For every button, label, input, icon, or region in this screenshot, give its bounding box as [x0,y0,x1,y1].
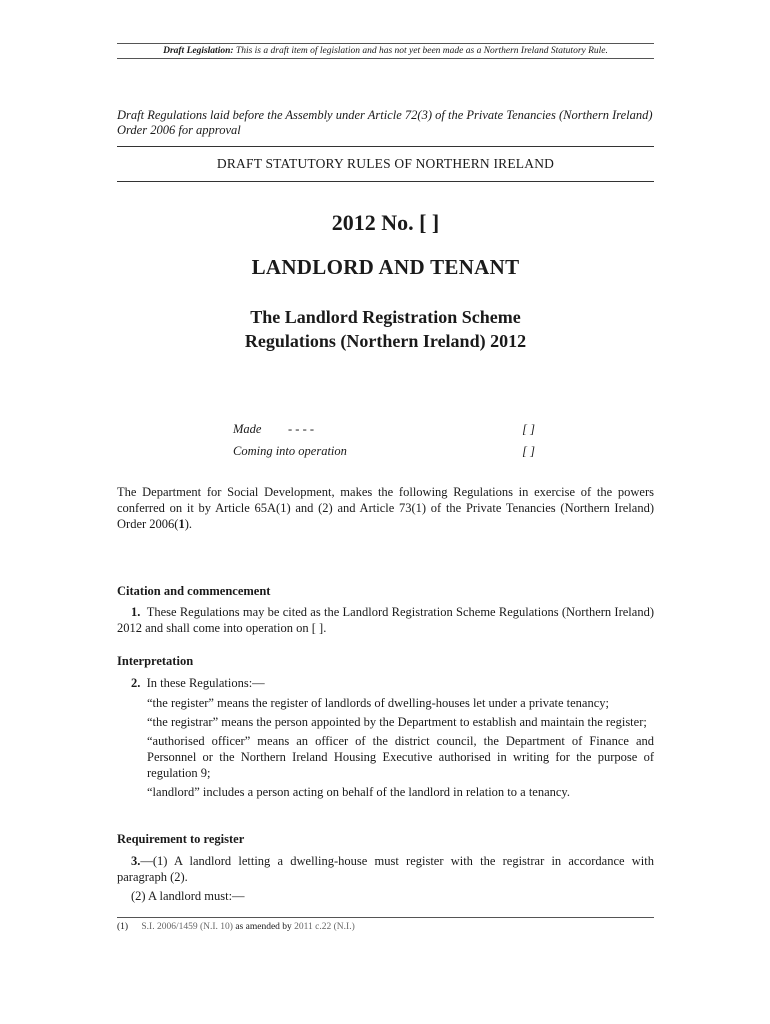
definition-item: “authorised officer” means an officer of the district council, the Department of Finance and Personnel or the Northern Ireland Housing Executive authorised in writing for the purpose of regulation 9; [147,734,654,780]
citation-heading: Citation and commencement [117,584,271,598]
regulation-3-p2: (2) A landlord must:— [131,889,245,903]
title-line-2: Regulations (Northern Ireland) 2012 [244,331,527,351]
coming-value: [ ] [522,444,535,458]
draft-legislation-banner [117,43,654,59]
regulation-title [117,305,654,353]
made-dashes: - - - - [288,422,315,436]
regulation-3-number: 3. [131,854,141,868]
requirement-heading: Requirement to register [117,832,245,846]
title-line-1: The Landlord Registration Scheme [250,307,521,327]
draft-label: Draft Legislation: [163,46,234,56]
regulation-1-number: 1. [131,605,141,619]
draft-notice: This is a draft item of legislation and has not yet been made as a Northern Ireland Statutory Rule. [235,46,608,56]
preamble [117,484,654,532]
preamble-end: ). [184,517,192,531]
regulation-2 [117,675,654,691]
regulation-1 [117,604,654,636]
made-row [233,418,543,440]
laid-before-statement: Draft Regulations laid before the Assembly under Article 72(3) of the Private Tenancies (Northern Ireland) Order 2006 for approval [117,108,653,137]
made-label: Made [233,422,262,436]
series-title: DRAFT STATUTORY RULES OF NORTHERN IRELAND [117,146,654,182]
regulation-2-intro: In these Regulations:— [146,676,265,690]
regulation-3 [117,853,654,885]
coming-into-operation-row [233,440,543,462]
footnote-link-si[interactable]: S.I. 2006/1459 (N.I. 10) [141,922,233,932]
definition-item: “landlord” includes a person acting on behalf of the landlord in relation to a tenancy. [147,785,570,799]
footnote-number: (1) [117,922,129,932]
regulation-1-text: These Regulations may be cited as the Landlord Registration Scheme Regulations (Northern Ireland) 2012 and shall come into operation on [ ]. [117,605,654,635]
rule-number: 2012 No. [ ] [331,210,440,235]
footnote-divider [117,917,654,918]
regulation-3-p1: —(1) A landlord letting a dwelling-house must register with the registrar in accordance with paragraph (2). [117,854,654,884]
definitions-list [117,695,654,803]
dates-block [233,418,543,462]
definition-item: “the register” means the register of landlords of dwelling-houses let under a private tenancy; [147,696,609,710]
made-value: [ ] [522,422,535,436]
definition-item: “the registrar” means the person appointed by the Department to establish and maintain the register; [147,715,647,729]
interpretation-heading: Interpretation [117,654,194,668]
coming-label: Coming into operation [233,444,347,458]
footnote [117,922,654,932]
subject-heading: LANDLORD AND TENANT [251,255,520,279]
preamble-text: The Department for Social Development, makes the following Regulations in exercise of the powers conferred on it by Article 65A(1) and (2) and Article 73(1) of the Private Tenancies (Northern Ireland) Order 2006( [117,485,654,531]
regulation-2-number: 2. [131,676,141,690]
footnote-text: as amended by [232,922,295,932]
footnote-link-act[interactable]: 2011 c.22 (N.I.) [294,922,355,932]
footnote-reference[interactable]: 1 [178,517,185,531]
